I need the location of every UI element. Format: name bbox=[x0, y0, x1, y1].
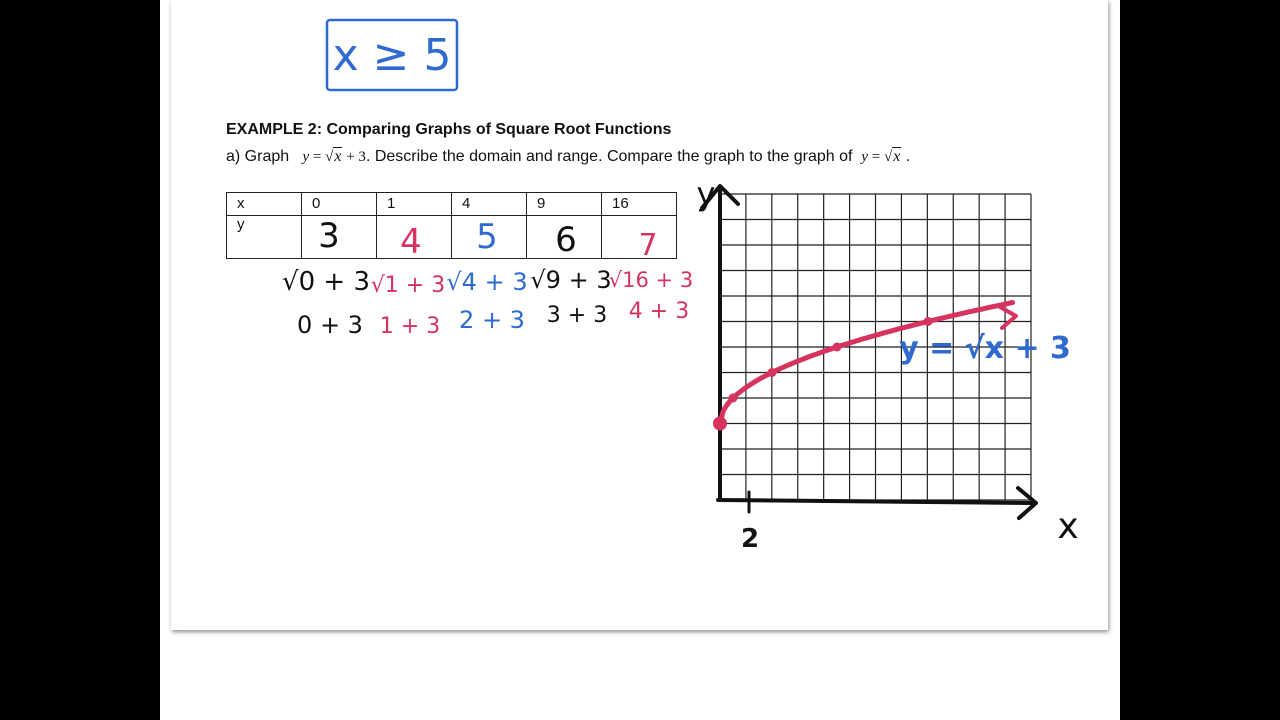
work-step: √1 + 3 bbox=[370, 273, 446, 298]
plotted-point bbox=[768, 368, 777, 377]
x-value: 4 bbox=[452, 193, 527, 216]
work-step: 1 + 3 bbox=[379, 314, 441, 339]
equation-1-radicand: x bbox=[334, 148, 342, 165]
plotted-point bbox=[713, 417, 727, 431]
example-title: EXAMPLE 2: Comparing Graphs of Square Root Functions bbox=[226, 121, 672, 138]
work-step: 0 + 3 bbox=[297, 311, 363, 339]
y-value: 6 bbox=[555, 220, 577, 260]
x-axis-label: x bbox=[1057, 506, 1079, 547]
work-step: √0 + 3 bbox=[282, 267, 370, 297]
y-value: 4 bbox=[400, 222, 422, 262]
radical-sign: √ bbox=[325, 149, 334, 165]
x-value: 16 bbox=[602, 193, 677, 216]
work-step: √16 + 3 bbox=[608, 268, 694, 292]
plotted-point bbox=[924, 317, 933, 326]
domain-answer: x ≥ 5 bbox=[332, 30, 452, 81]
radical-sign: √ bbox=[884, 149, 893, 165]
equation-1-lhs: y bbox=[302, 149, 310, 165]
work-step: 2 + 3 bbox=[459, 306, 525, 334]
part-a-end: . bbox=[901, 148, 911, 165]
work-step: √9 + 3 bbox=[530, 266, 612, 294]
y-axis-label: y bbox=[696, 175, 716, 213]
x-value: 1 bbox=[377, 193, 452, 216]
work-step: 4 + 3 bbox=[628, 299, 690, 324]
part-a-label: a) Graph bbox=[226, 148, 290, 165]
part-a-instructions: . Describe the domain and range. Compare the graph to the graph of bbox=[365, 148, 853, 165]
work-step: 3 + 3 bbox=[546, 303, 608, 328]
equation-1-equals: = bbox=[309, 149, 326, 165]
equation-2-lhs: y bbox=[861, 149, 869, 165]
work-step: √4 + 3 bbox=[446, 268, 528, 296]
x-tick-label: 2 bbox=[740, 524, 760, 554]
curve-arrow bbox=[1000, 307, 1016, 328]
equation-2-equals: = bbox=[868, 149, 884, 165]
equation-1-tail: + 3 bbox=[342, 149, 366, 165]
x-value: 0 bbox=[302, 193, 377, 216]
plotted-point bbox=[833, 343, 842, 352]
y-value: 3 bbox=[318, 216, 340, 256]
y-value: 7 bbox=[638, 228, 658, 263]
curve-label: y = √x + 3 bbox=[899, 331, 1071, 366]
x-value: 9 bbox=[527, 193, 602, 216]
equation-2-radicand: x bbox=[893, 148, 901, 165]
row-header-x: x bbox=[227, 193, 302, 216]
plotted-point bbox=[729, 394, 738, 403]
row-header-y: y bbox=[227, 216, 302, 259]
y-value: 5 bbox=[476, 217, 498, 257]
